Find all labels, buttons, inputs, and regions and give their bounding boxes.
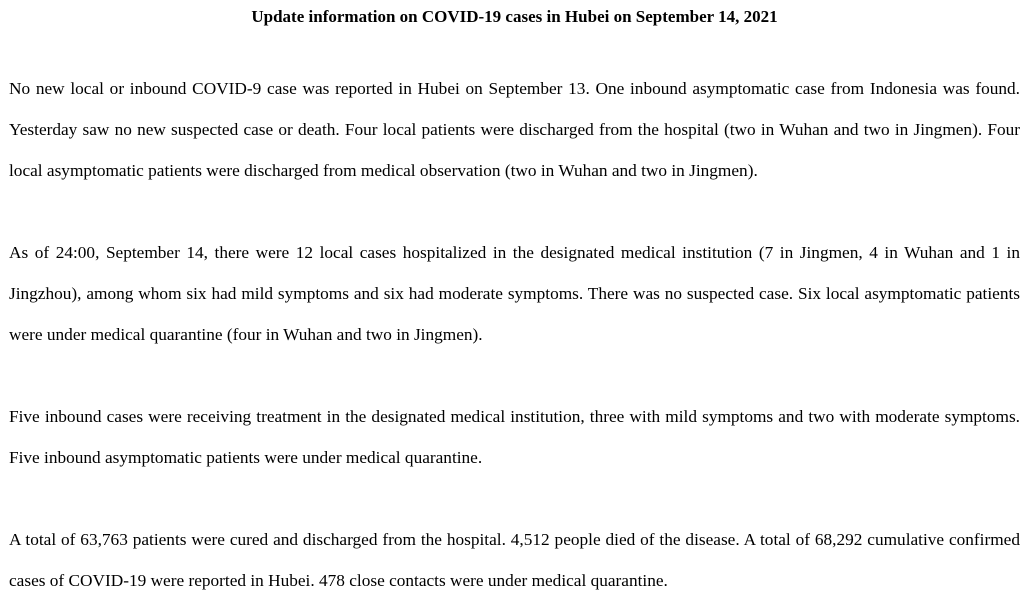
paragraph-inbound-cases: Five inbound cases were receiving treatment in the designated medical institution, three with mild symptoms and two with moderate symptoms. Five inbound asymptomatic patients were under medical quarantine. <box>9 407 1020 467</box>
paragraph-daily-update: No new local or inbound COVID-9 case was reported in Hubei on September 13. One inbound asymptomatic case from Indonesia was found. Yesterday saw no new suspected case or death. Four local patients were discharged from the hospital (two in Wuhan and two in Jingmen). Four local asymptomatic patients were discharged from medical observation (two in Wuhan and two in Jingmen). <box>9 79 1020 180</box>
document-title: Update information on COVID-19 cases in Hubei on September 14, 2021 <box>251 7 778 26</box>
paragraph-cumulative-totals: A total of 63,763 patients were cured and discharged from the hospital. 4,512 people died of the disease. A total of 68,292 cumulative confirmed cases of COVID-19 were reported in Hubei. 478 close contacts were under medical quarantine. <box>9 530 1020 590</box>
paragraph-local-cases: As of 24:00, September 14, there were 12 local cases hospitalized in the designated medical institution (7 in Jingmen, 4 in Wuhan and 1 in Jingzhou), among whom six had mild symptoms and six had moderate symptoms. There was no suspected case. Six local asymptomatic patients were under medical quarantine (four in Wuhan and two in Jingmen). <box>9 243 1020 344</box>
